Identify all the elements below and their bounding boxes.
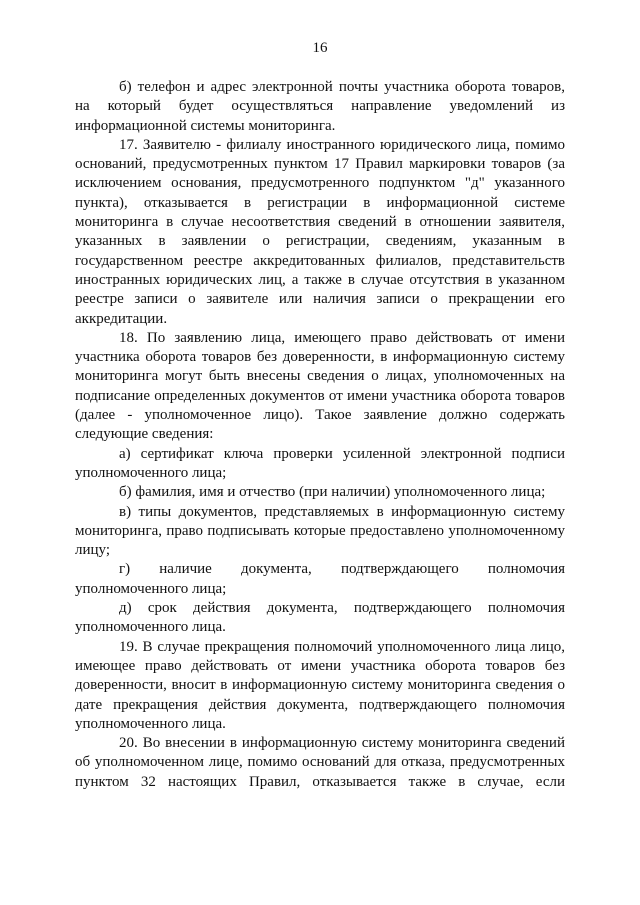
paragraph-18a-certificate: а) сертификат ключа проверки усиленной электронной подписи уполномоченного лица;: [75, 445, 565, 481]
paragraph-17-branch-refusal: 17. Заявителю - филиалу иностранного юридического лица, помимо оснований, предусмотренных пунктом 17 Правил маркировки товаров (за исключением основания, предусмотренного подпунктом "д" указанного пункта), отказывается в регистрации в информационной системе мониторинга в случае несоответствия сведений в отношении заявителя, указанных в заявлении о регистрации, сведениям, указанным в государственном реестре аккредитованных филиалов, представительств иностранных юридических лиц, а также в случае отсутствия в указанном реестре записи о заявителе или наличия записи о прекращении его аккредитации.: [75, 136, 565, 327]
page-number: 16: [312, 40, 328, 56]
paragraph-19-termination: 19. В случае прекращения полномочий уполномоченного лица лицо, имеющее право действовать от имени участника оборота товаров без доверенности, вносит в информационную систему мониторинга сведения о дате прекращения действия документа, подтверждающего полномочия уполномоченного лица.: [75, 638, 565, 732]
paragraph-18d-authority-document: г) наличие документа, подтверждающего полномочия уполномоченного лица;: [75, 561, 565, 597]
document-body: [75, 78, 565, 792]
paragraph-16b-phone-email: б) телефон и адрес электронной почты участника оборота товаров, на который будет осуществляться направление уведомлений из информационной системы мониторинга.: [75, 79, 565, 134]
paragraph-20-refusal: 20. Во внесении в информационную систему мониторинга сведений об уполномоченном лице, помимо оснований для отказа, предусмотренных пунктом 32 настоящих Правил, отказывается также в случае, если: [75, 735, 565, 790]
paragraph-18b-full-name: б) фамилия, имя и отчество (при наличии) уполномоченного лица;: [119, 484, 546, 501]
paragraph-18c-document-types: в) типы документов, представляемых в информационную систему мониторинга, право подписывать которые предоставлено уполномоченному лицу;: [75, 503, 565, 559]
paragraph-18-authorized-person: 18. По заявлению лица, имеющего право действовать от имени участника оборота товаров без доверенности, в информационную систему мониторинга могут быть внесены сведения о лицах, уполномоченных на подписание определенных документов от имени участника оборота товаров (далее - уполномоченное лицо). Такое заявление должно содержать следующие сведения:: [75, 329, 565, 443]
paragraph-18e-validity-period: д) срок действия документа, подтверждающего полномочия уполномоченного лица.: [75, 600, 565, 636]
